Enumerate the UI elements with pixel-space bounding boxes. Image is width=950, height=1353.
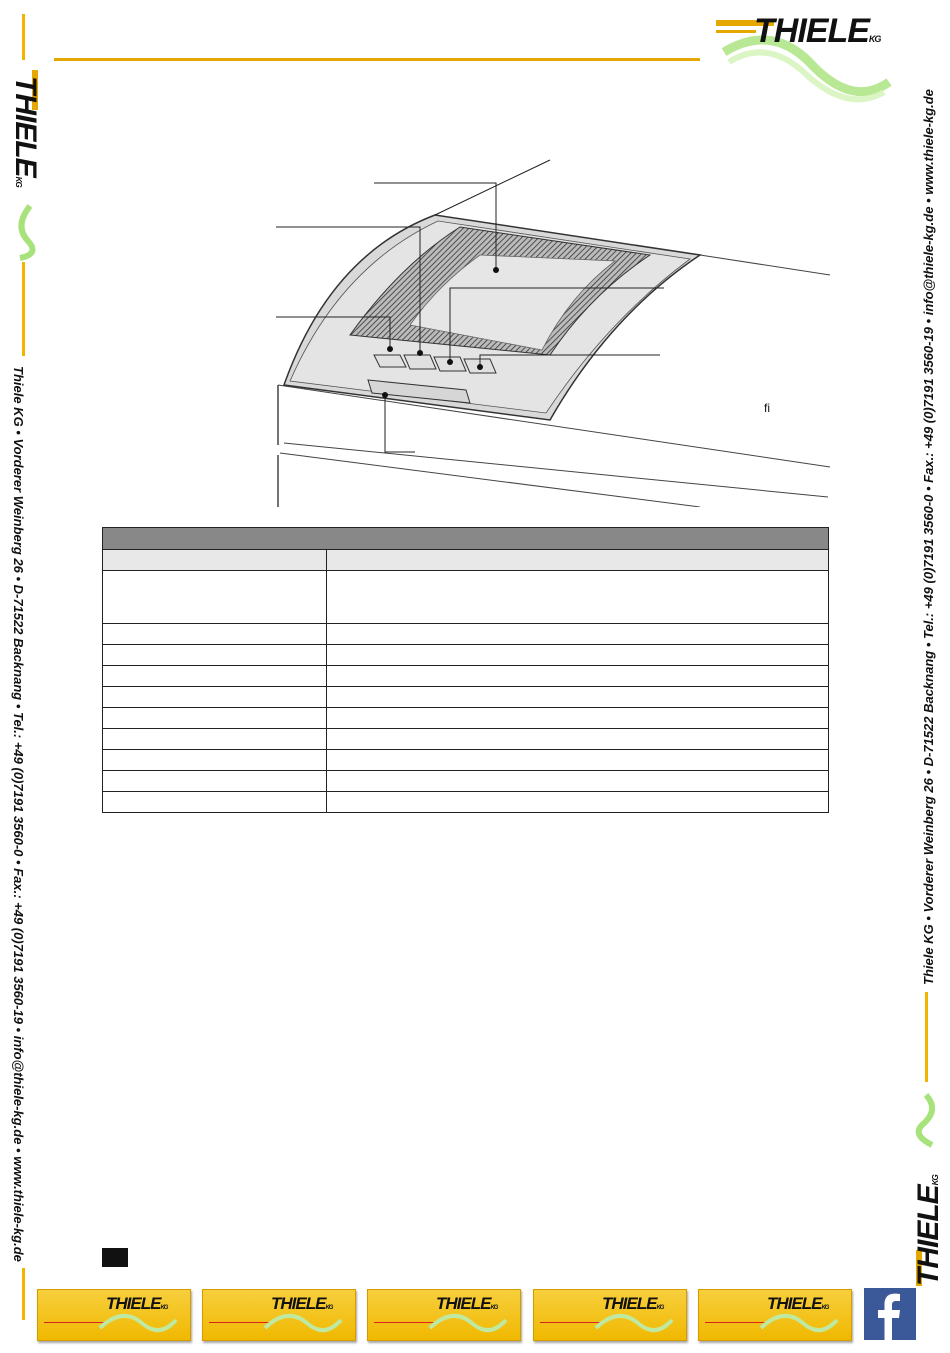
footer-logo-button[interactable] (367, 1289, 521, 1341)
table-cell (103, 645, 327, 666)
table-cell (103, 624, 327, 645)
left-logo-text: THIELEKG (9, 76, 42, 187)
left-vertical-logo (10, 66, 42, 261)
table-row (103, 729, 829, 750)
table-cell (327, 708, 829, 729)
table-cell (103, 792, 327, 813)
table-cell (103, 771, 327, 792)
figure-stray-glyph: fi (764, 401, 770, 415)
footer-button-rule (44, 1322, 106, 1323)
table-cell (327, 687, 829, 708)
left-accent-line (22, 262, 25, 356)
footer-button-label: THIELEKG (271, 1294, 333, 1313)
footer-button-label: THIELEKG (767, 1294, 829, 1313)
right-vertical-logo (910, 1090, 945, 1290)
footer-logo-button[interactable] (202, 1289, 356, 1341)
page-number-block (102, 1248, 128, 1267)
table-cell (327, 666, 829, 687)
footer-logo-button[interactable] (698, 1289, 852, 1341)
contact-info-right: Thiele KG • Vorderer Weinberg 26 • D-71522 Backnang • Tel.: +49 (0)7191 3560-0 • Fax.: +49 (0)7191 3560-19 • info@thiele-kg.de • www.thiele-kg.de (921, 89, 936, 985)
table-row (103, 750, 829, 771)
table-cell (327, 792, 829, 813)
table-row (103, 771, 829, 792)
contact-info-left: Thiele KG • Vorderer Weinberg 26 • D-71522 Backnang • Tel.: +49 (0)7191 3560-0 • Fax.: +49 (0)7191 3560-19 • info@thiele-kg.de • www.thiele-kg.de (11, 366, 26, 1262)
table-cell (103, 571, 327, 624)
footer-button-rule (374, 1322, 436, 1323)
footer-button-label: THIELEKG (602, 1294, 664, 1313)
header-rule (54, 58, 700, 61)
table-cell (103, 550, 327, 571)
footer-logo-button[interactable] (533, 1289, 687, 1341)
table-cell (103, 750, 327, 771)
table-row (103, 708, 829, 729)
table-cell (103, 666, 327, 687)
footer-button-rule (540, 1322, 602, 1323)
table-cell (103, 687, 327, 708)
table-cell (327, 750, 829, 771)
header-logo-text: THIELEKG (754, 12, 881, 50)
facebook-button[interactable] (864, 1288, 916, 1340)
left-accent-line (22, 1268, 25, 1320)
table-cell (327, 624, 829, 645)
table-cell (327, 771, 829, 792)
footer-logo-button[interactable] (37, 1289, 191, 1341)
footer-button-rule (705, 1322, 767, 1323)
printer-panel-figure (270, 155, 832, 507)
table-row (103, 550, 829, 571)
table-cell (327, 550, 829, 571)
table-row (103, 645, 829, 666)
left-accent-line (22, 14, 25, 60)
table-cell (327, 571, 829, 624)
right-logo-text: THIELEKG (912, 1175, 945, 1286)
table-row (103, 624, 829, 645)
footer-button-rule (209, 1322, 271, 1323)
header-logo (714, 12, 904, 107)
table-header-row (103, 528, 829, 550)
table-cell (327, 729, 829, 750)
facebook-icon (864, 1288, 916, 1340)
table-row (103, 666, 829, 687)
table-cell (103, 729, 327, 750)
footer-button-label: THIELEKG (106, 1294, 168, 1313)
table-cell (327, 645, 829, 666)
table-row (103, 571, 829, 624)
right-accent-line (925, 992, 928, 1082)
table-cell (103, 708, 327, 729)
table-row (103, 687, 829, 708)
table-row (103, 792, 829, 813)
table-header-cell (103, 528, 829, 550)
spec-table (102, 527, 829, 813)
footer-button-label: THIELEKG (436, 1294, 498, 1313)
